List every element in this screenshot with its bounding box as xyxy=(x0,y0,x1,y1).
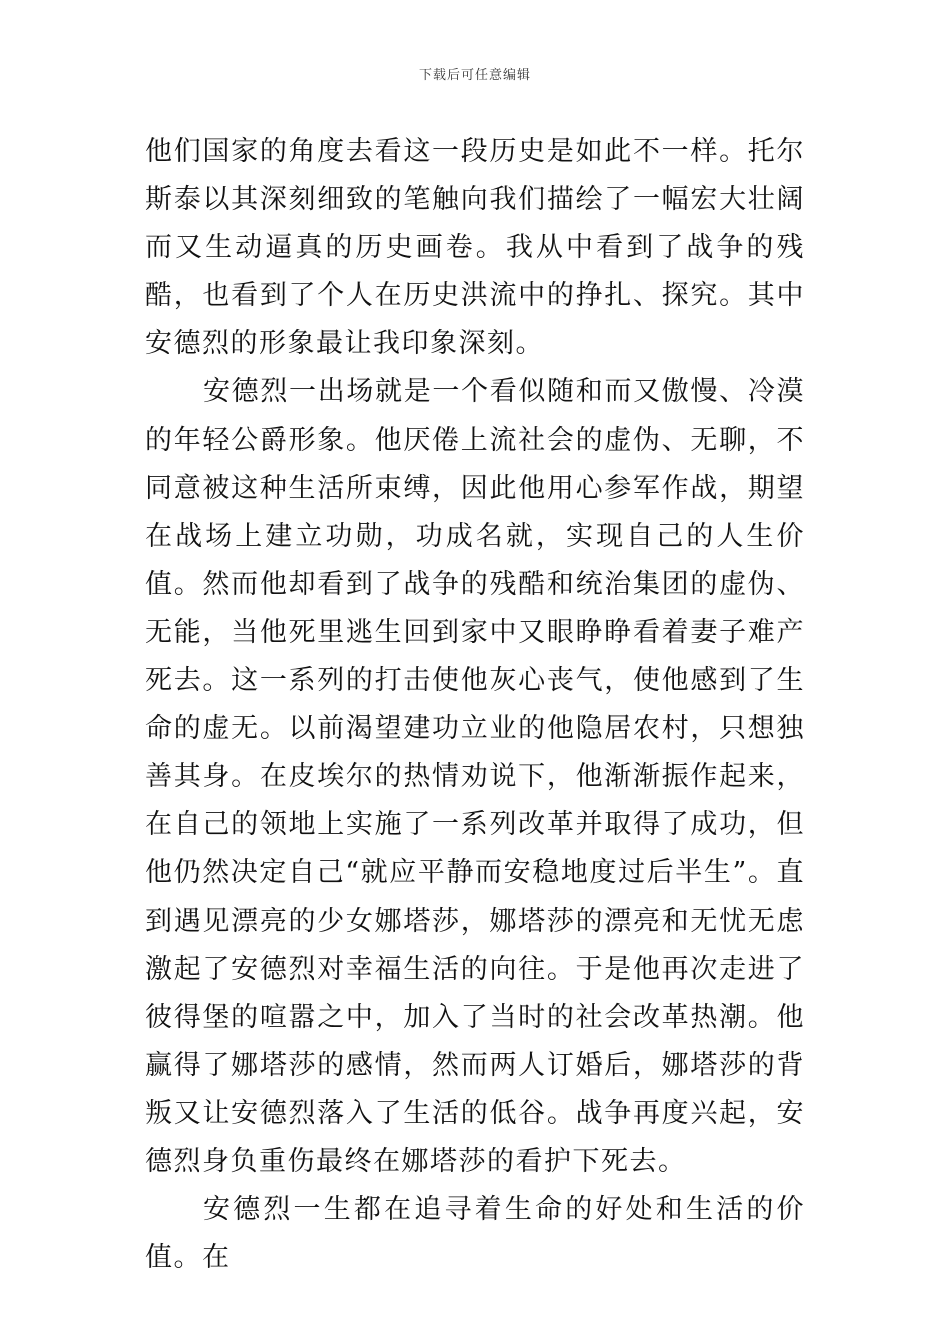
document-body xyxy=(145,128,805,1282)
page-header: 下载后可任意编辑 xyxy=(418,68,531,83)
paragraph-1: 他们国家的角度去看这一段历史是如此不一样。托尔斯泰以其深刻细致的笔触向我们描绘了一幅宏大壮阔而又生动逼真的历史画卷。我从中看到了战争的残酷，也看到了个人在历史洪流中的挣扎、探究。其中安德烈的形象最让我印象深刻。 xyxy=(145,136,805,360)
paragraph-2: 安德烈一出场就是一个看似随和而又傲慢、冷漠的年轻公爵形象。他厌倦上流社会的虚伪、无聊，不同意被这种生活所束缚，因此他用心参军作战，期望在战场上建立功勋，功成名就，实现自己的人生价值。然而他却看到了战争的残酷和统治集团的虚伪、无能，当他死里逃生回到家中又眼睁睁看着妻子难产死去。这一系列的打击使他灰心丧气，使他感到了生命的虚无。以前渴望建功立业的他隐居农村，只想独善其身。在皮埃尔的热情劝说下，他渐渐振作起来，在自己的领地上实施了一系列改革并取得了成功，但他仍然决定自己“就应平静而安稳地度过后半生”。直到遇见漂亮的少女娜塔莎，娜塔莎的漂亮和无忧无虑激起了安德烈对幸福生活的向往。于是他再次走进了彼得堡的喧嚣之中，加入了当时的社会改革热潮。他赢得了娜塔莎的感情，然而两人订婚后，娜塔莎的背叛又让安德烈落入了生活的低谷。战争再度兴起，安德烈身负重伤最终在娜塔莎的看护下死去。 xyxy=(145,376,805,1177)
paragraph-3: 安德烈一生都在追寻着生命的好处和生活的价值。在 xyxy=(145,1194,805,1274)
